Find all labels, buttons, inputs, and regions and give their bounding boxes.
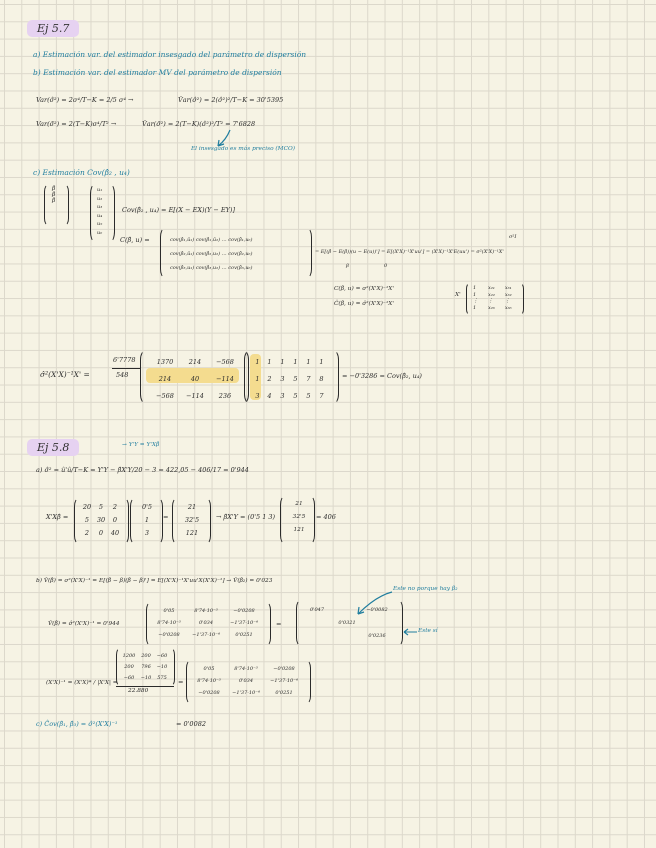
var-unbiased-formula: Var(σ̂²) = 2σ⁴/T−K = 2/5 σ⁴ → — [36, 96, 134, 104]
equals-sign-2: = — [276, 620, 282, 628]
u-vector: u₁ u₂ u₃ u₄ u₅ u₆ — [97, 187, 103, 236]
inv-right-paren — [262, 602, 271, 646]
cov-matrix-label: C(β̂, u) = — [120, 236, 150, 244]
part-c-heading: c) Estimación Cov(β̂₂ , u₄) — [33, 168, 130, 177]
variance-derivation: b) V̂(β̂) = σ²(X'X)⁻¹ = E[(β̂ − β)(β̂ − β)'] = E[(X'X)⁻¹X'uu'X(X'X)⁻¹] → V̂(β̂₂) = 0'023 — [36, 578, 273, 584]
cov-result-theoretical: C(β̂, u) = σ²(X'X)⁻¹X' — [334, 286, 395, 292]
part-b-heading: b) Estimación var. del estimador MV del parámetro de dispersión — [33, 68, 282, 77]
big-result: = −0'3286 = Cov(β̂₂, u₄) — [342, 372, 422, 380]
var-mv-formula: Var(σ̃²) = 2(T−K)σ⁴/T² → — [36, 120, 117, 128]
beta-values: 0'5 1 3 — [141, 503, 153, 537]
xx-matrix: 20 5 2 5 30 0 2 0 40 — [82, 503, 120, 537]
xy-values: 21 32'5 121 — [184, 503, 200, 537]
determinant: 22.880 — [128, 688, 149, 694]
var-mv-estimate: V̂ar(σ̃²) = 2(T−K)(σ̂²)²/T² = 7'6828 — [142, 120, 256, 128]
xy-right-paren — [202, 498, 211, 544]
variance-label: V̂(β̂) = σ̂²(X'X)⁻¹ = 0'944 — [48, 621, 120, 627]
matrix-b: 1 1 1 1 1 1 1 2 3 5 7 8 3 4 3 5 5 7 — [255, 358, 324, 400]
cov-matrix-left-paren — [160, 228, 169, 278]
big-lhs: σ̂²(X'X)⁻¹X' = — [40, 370, 90, 379]
vres-right-paren — [394, 600, 403, 646]
annotation-not-this: Este no porque hay β₂ — [393, 586, 458, 592]
x-matrix-left-paren — [466, 283, 473, 315]
x-transpose-label: X' — [455, 292, 461, 298]
mat-b-right-paren — [328, 350, 339, 404]
u-vector-right-paren — [106, 184, 115, 242]
exercise-tag-5-8: Ej 5.8 — [27, 439, 79, 456]
xy2-values: 21 32'5 121 — [292, 501, 306, 533]
bxy-expression: → β̂X'Y = (0'5 1 3) — [216, 513, 276, 521]
part-a-heading: a) Estimación var. del estimador insesgado del parámetro de dispersión — [33, 50, 307, 59]
cov-matrix-derivation: = E[(β̂ − E(β̂))(u − E(u))'] = E[(X'X)⁻¹X'uu'] = (X'X)⁻¹X'E(uu') = σ²(X'X)⁻¹X' — [315, 249, 504, 255]
cov-definition: Cov(β̂₂ , u₄) = E[(X − EX)(Y − EY)] — [122, 206, 236, 214]
beta-vector-right-paren — [60, 184, 69, 226]
cov-matrix-right-paren — [303, 228, 312, 278]
beta-vector: β̂ β̂ β̂ — [52, 186, 56, 204]
xx-right-paren — [120, 498, 129, 544]
under-zero-note: 0 — [384, 263, 388, 269]
bxy-result: = 406 — [316, 513, 336, 521]
under-beta-note: β — [346, 263, 349, 269]
equals-sign: = — [163, 513, 169, 521]
equals-sign-3: = — [178, 678, 184, 686]
sigma-estimate: a) σ̂² = û'û/T−K = Y'Y − β̂X'Y/20 − 3 = 422,05 − 406/17 = 0'944 — [36, 466, 249, 474]
inverse-label: (X'X)⁻¹ = (X'X)* / |X'X| = — [46, 680, 118, 686]
adjugate-matrix: 1200 200 −60 200 796 −10 −60 −10 575 — [122, 653, 168, 681]
variance-result-matrix: 0'047 −0'0082 0'0321 0'0236 — [309, 607, 388, 639]
xxb-label: X'Xβ̂ = — [46, 513, 69, 521]
sigma-identity-note: σ²I — [509, 234, 517, 240]
big-frac-den: 548 — [116, 371, 129, 379]
x-matrix: 1 1 ⋮ 1 x₂₁ x₂₂ ⋮ x₂₆ x₃₁ x₃₂ ⋮ x₃₆ — [473, 285, 512, 311]
covariance-c-result: = 0'0082 — [176, 720, 206, 728]
inverse-matrix: 0'05 8'74·10⁻³ −0'0208 8'74·10⁻³ 0'034 −1'37·10⁻⁴ −0'0208 −1'37·10⁻⁴ 0'0251 — [157, 608, 258, 638]
cov-matrix: cov(β̂₁,û₁) cov(β̂₁,û₂) … cov(β̂₁,u₆) cov(β̂₂,û₁) cov(β̂₂,u₂) … cov(β̂₂,u₆) cov(β̂₃,u₁) cov(β̂₃,u₂) … cov(β̂₃,u₆) — [170, 237, 253, 271]
annotation-this-yes: Este sí — [418, 628, 438, 634]
adj-right-paren — [168, 648, 175, 686]
matrix-a: 1370 214 −568 214 40 −114 −568 −114 236 — [156, 358, 234, 400]
covariance-c-label: c) Ĉov(β̂₁, β̂₃) = σ̂²(X'X)⁻¹ — [36, 720, 118, 728]
inverse-matrix-2: 0'05 8'74·10⁻³ −0'0208 8'74·10⁻³ 0'034 −1'37·10⁻⁴ −0'0208 −1'37·10⁻⁴ 0'0251 — [197, 666, 298, 696]
beta-right-paren — [154, 498, 163, 544]
exercise-tag-5-7: Ej 5.7 — [27, 20, 79, 37]
inverse-frac-bar — [116, 686, 174, 687]
este-si-arrow-icon — [402, 627, 418, 637]
big-frac-bar — [112, 368, 140, 369]
inv2-right-paren — [302, 660, 311, 704]
cov-result-estimated: Ĉ(β̂, u) = σ̂²(X'X)⁻¹X' — [334, 301, 395, 307]
x-matrix-right-paren — [517, 283, 524, 315]
xy2-right-paren — [306, 496, 315, 544]
big-frac-num: 6'7778 — [113, 356, 136, 364]
precision-note: El insesgado es más preciso (MCO) — [190, 146, 296, 152]
yy-identity-note: → Y'Y = Y'Xβ̂ — [122, 442, 160, 448]
var-unbiased-estimate: V̂ar(σ̂²) = 2(σ̂²)²/T−K = 30'5395 — [178, 96, 284, 104]
